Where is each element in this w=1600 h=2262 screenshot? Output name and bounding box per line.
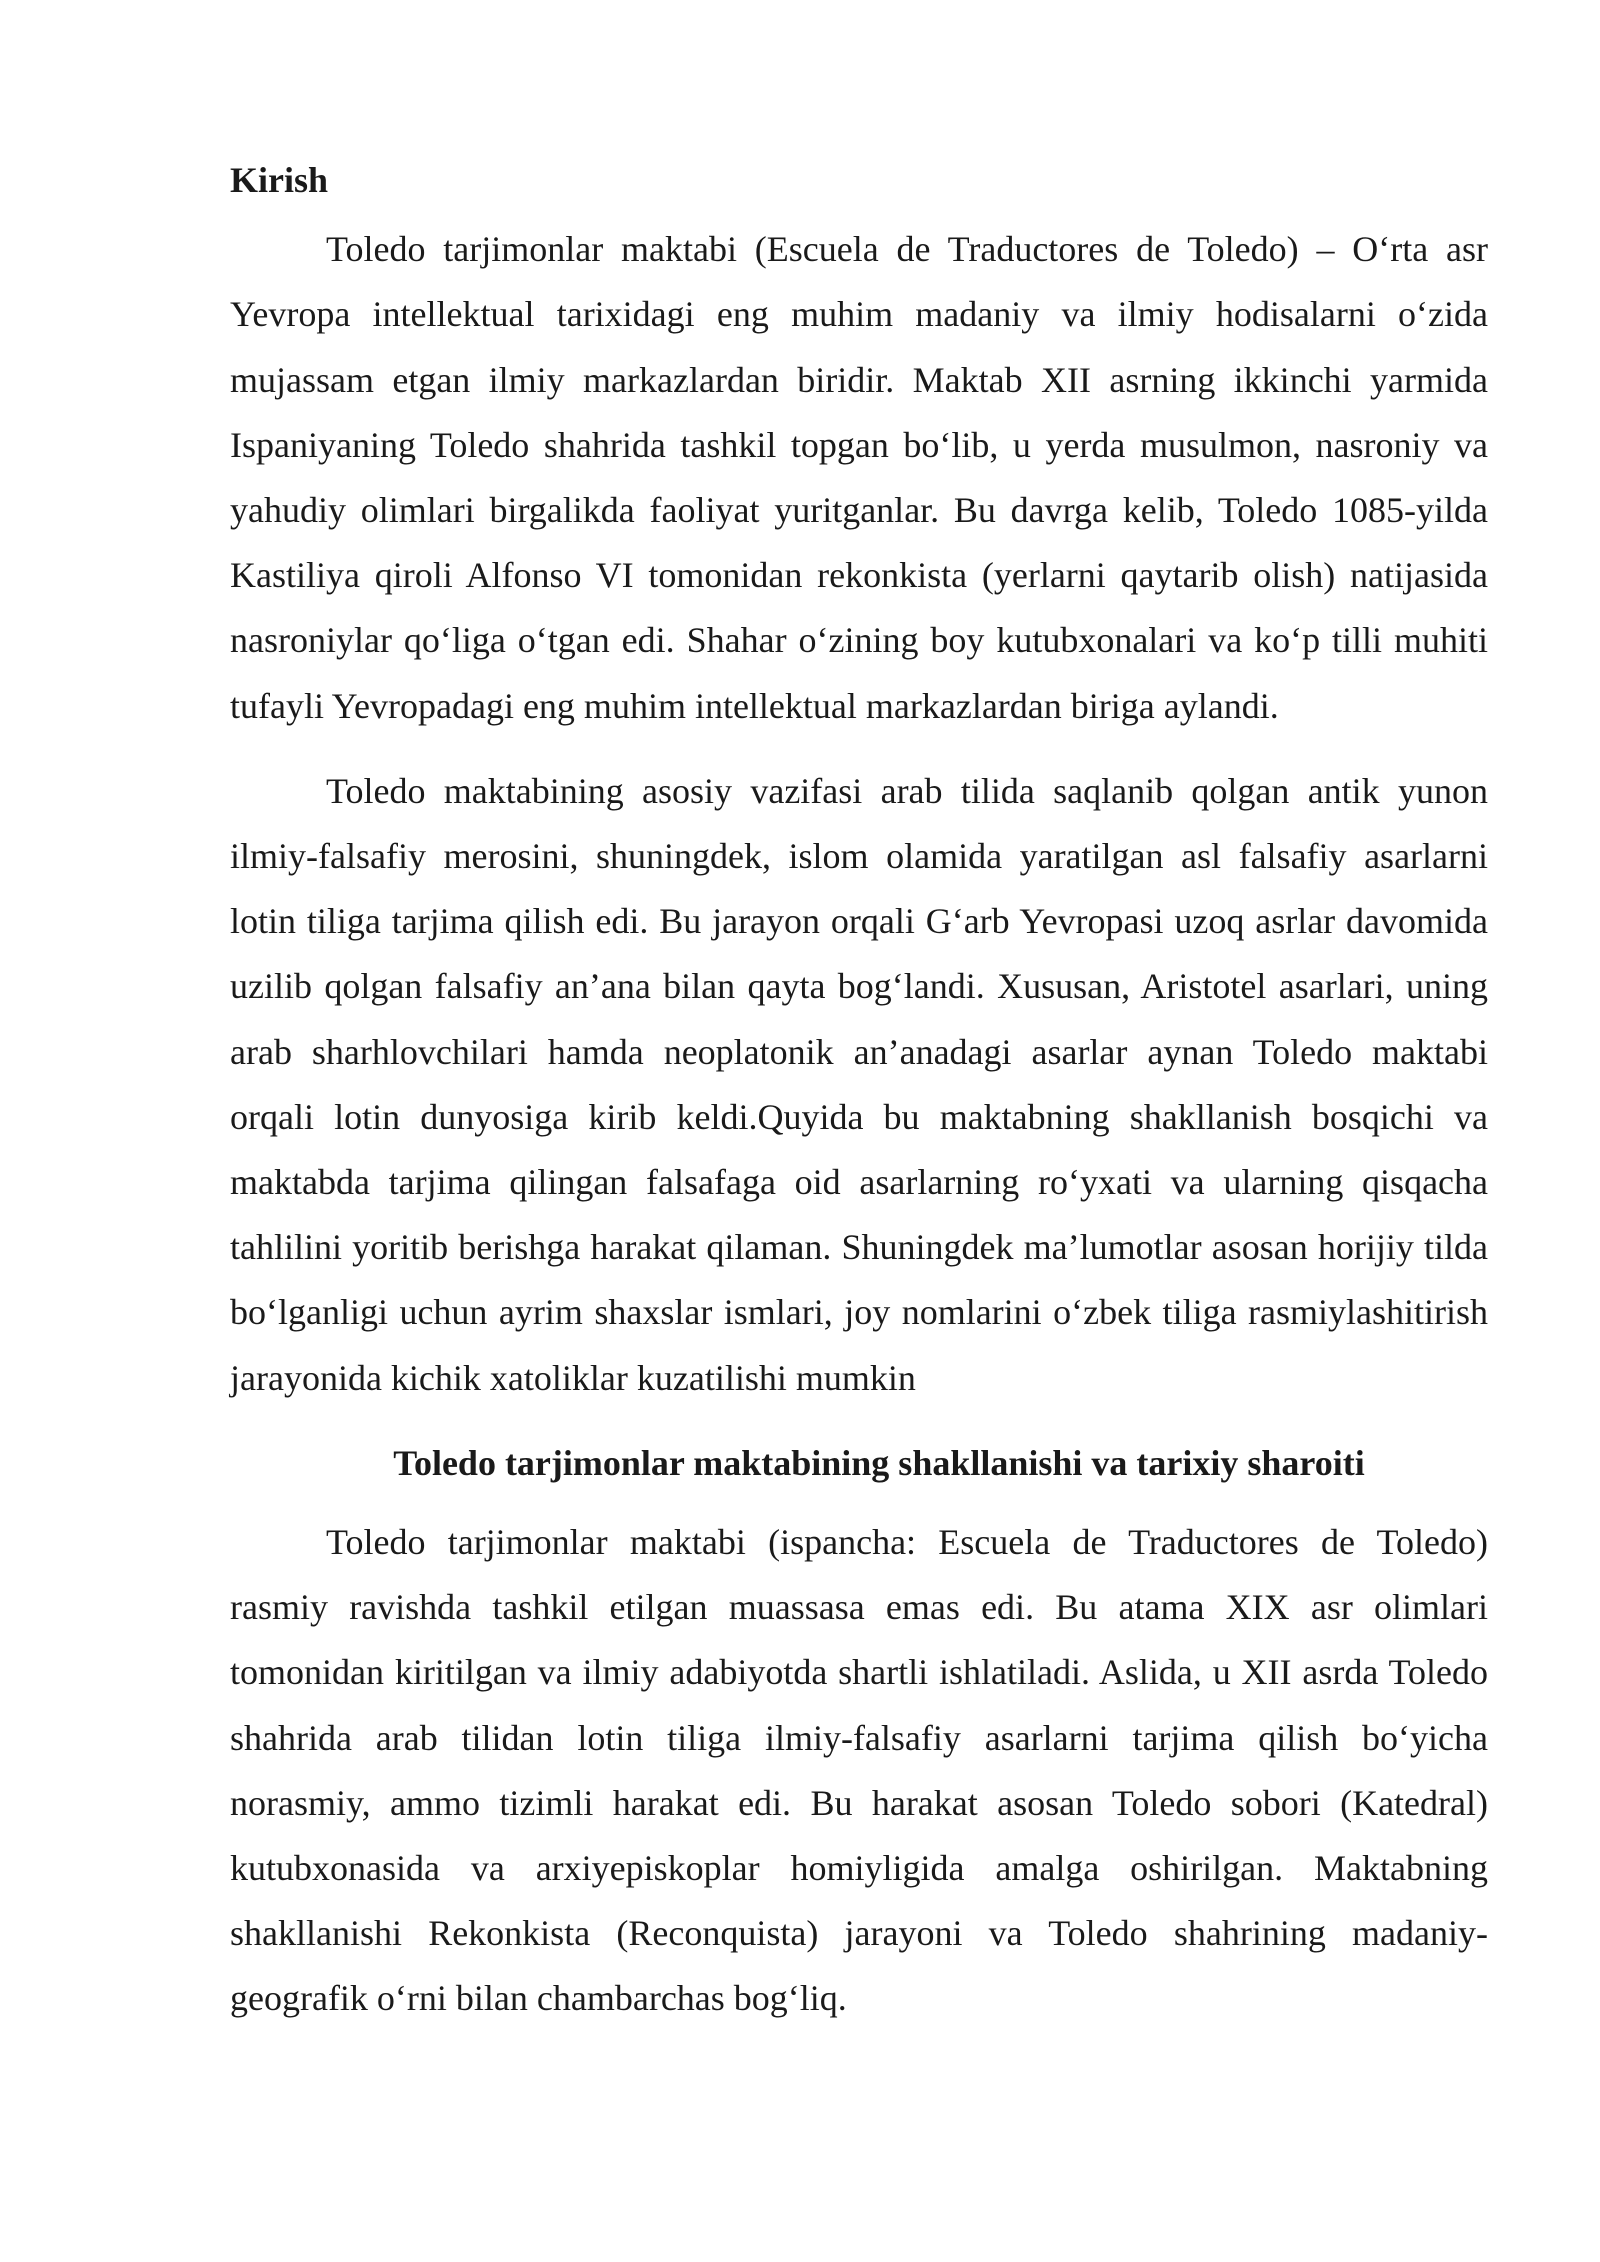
section-heading: Toledo tarjimonlar maktabining shakllanishi va tarixiy sharoiti [393, 1442, 1365, 1483]
section-heading-kirish: Kirish [230, 160, 329, 200]
paragraph: Toledo tarjimonlar maktabi (ispancha: Escuela de Traductores de Toledo) rasmiy ravishda tashkil etilgan muassasa emas edi. Bu atama XIX asr olimlari tomonidan kiritilgan va ilmiy adabiyotda shartli ishlatiladi. Aslida, u XII asrda Toledo shahrida arab tilidan lotin tiliga ilmiy-falsafiy asarlarni tarjima qilish bo‘yicha norasmiy, ammo tizimli harakat edi. Bu harakat asosan Toledo sobori (Katedral) kutubxonasida va arxiyepiskoplar homiyligida amalga oshirilgan. Maktabning shakllanishi Rekonkista (Reconquista) jarayoni va Toledo shahrining madaniy-geografik o‘rni bilan chambarchas bog‘liq. [230, 1522, 1488, 2019]
paragraph: Toledo tarjimonlar maktabi (Escuela de Traductores de Toledo) – O‘rta asr Yevropa intellektual tarixidagi eng muhim madaniy va ilmiy hodisalarni o‘zida mujassam etgan ilmiy markazlardan biridir. Maktab XII asrning ikkinchi yarmida Ispaniyaning Toledo shahrida tashkil topgan bo‘lib, u yerda musulmon, nasroniy va yahudiy olimlari birgalikda faoliyat yuritganlar. Bu davrga kelib, Toledo 1085-yilda Kastiliya qiroli Alfonso VI tomonidan rekonkista (yerlarni qaytarib olish) natijasida nasroniylar qo‘liga o‘tgan edi. Shahar o‘zining boy kutubxonalari va ko‘p tilli muhiti tufayli Yevropadagi eng muhim intellektual markazlardan biriga aylandi. [230, 229, 1488, 726]
paragraph: Toledo maktabining asosiy vazifasi arab tilida saqlanib qolgan antik yunon ilmiy-falsafiy merosini, shuningdek, islom olamida yaratilgan asl falsafiy asarlarni lotin tiliga tarjima qilish edi. Bu jarayon orqali G‘arb Yevropasi uzoq asrlar davomida uzilib qolgan falsafiy an’ana bilan qayta bog‘landi. Xususan, Aristotel asarlari, uning arab sharhlovchilari hamda neoplatonik an’anadagi asarlar aynan Toledo maktabi orqali lotin dunyosiga kirib keldi.Quyida bu maktabning shakllanish bosqichi va maktabda tarjima qilingan falsafaga oid asarlarning ro‘yxati va ularning qisqacha tahlilini yoritib berishga harakat qilaman. Shuningdek ma’lumotlar asosan horijiy tilda bo‘lganligi uchun ayrim shaxslar ismlari, joy nomlarini o‘zbek tiliga rasmiylashitirish jarayonida kichik xatoliklar kuzatilishi mumkin [230, 770, 1488, 1398]
document-body [230, 148, 1488, 2052]
